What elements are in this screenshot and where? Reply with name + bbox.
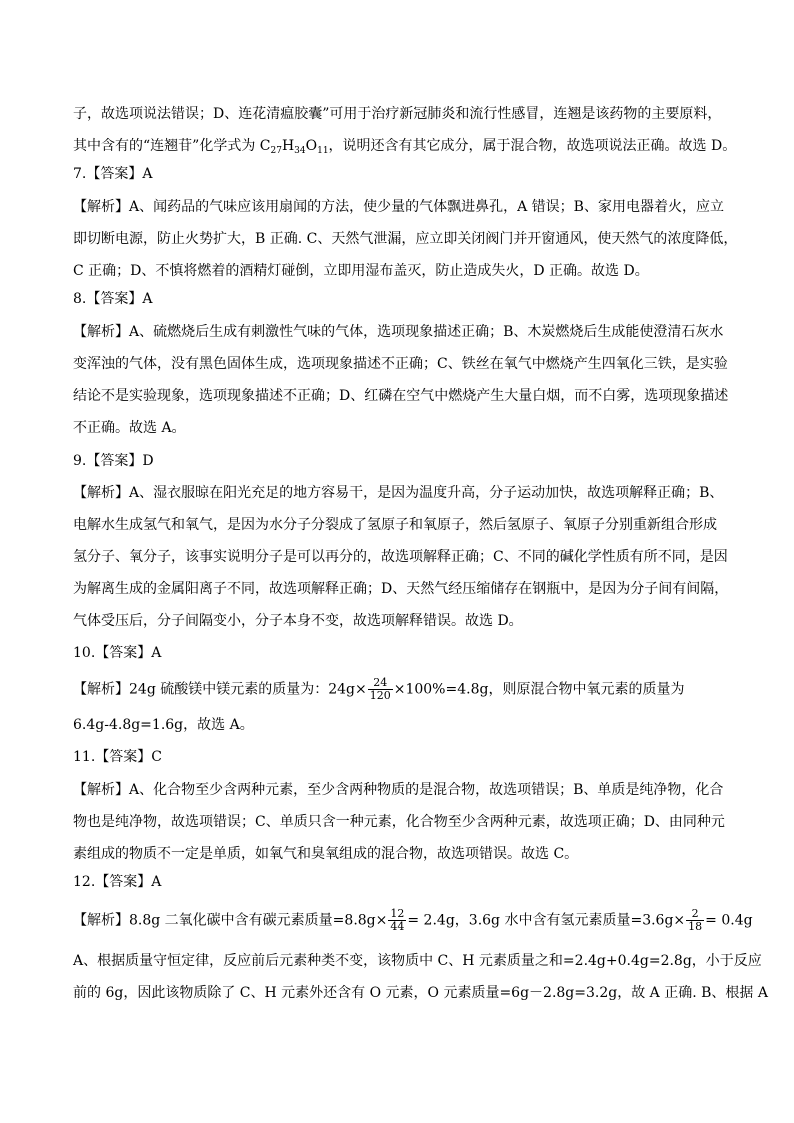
answer-heading: 7.【答案】A: [73, 166, 153, 182]
text-line: 氢分子、氧分子，该事实说明分子是可以再分的，故选项解释正确；C、不同的碱化学性质有所不同，是因: [73, 549, 728, 565]
text-line: 不正确。故选 A。: [73, 420, 186, 436]
text-line: 素组成的物质不一定是单质，如氧气和臭氧组成的混合物，故选项错误。故选 C。: [73, 846, 579, 862]
text-line: C 正确；D、不慎将燃着的酒精灯碰倒，立即用湿布盖灭，防止造成失火，D 正确。故选 D。: [73, 263, 649, 279]
answer-heading: 10.【答案】A: [73, 645, 162, 661]
denominator: 18: [688, 920, 703, 933]
denominator: 120: [369, 689, 391, 702]
text-line: 【解析】A、硫燃烧后生成有刺激性气味的气体，选项现象描述正确；B、木炭燃烧后生成能使澄清石灰水: [73, 324, 724, 340]
text-segment: 【解析】8.8g 二氧化碳中含有碳元素质量=8.8g×: [73, 912, 388, 929]
text-segment: O: [305, 138, 318, 154]
text-line: 子，故选项说法错误；D、连花清瘟胶囊”可用于治疗新冠肺炎和流行性感冒，连翘是该药物的主要原料，: [73, 106, 722, 122]
text-line: 【解析】A、湿衣服晾在阳光充足的地方容易干，是因为温度升高，分子运动加快，故选项解释正确；B、: [73, 485, 724, 501]
text-segment: ，说明还含有其它成分，属于混合物，故选项说法正确。故选 D。: [328, 138, 737, 154]
text-line: A、根据质量守恒定律，反应前后元素种类不变，该物质中 C、H 元素质量之和=2.4g+0.4g=2.8g，小于反应: [73, 953, 762, 969]
numerator: 2: [686, 908, 704, 921]
text-line: 结论不是实验现象，选项现象描述不正确；D、红磷在空气中燃烧产生大量白烟，而不白雾，选项现象描述: [73, 388, 729, 404]
text-line: 电解水生成氢气和氧气，是因为水分子分裂成了氢原子和氧原子，然后氢原子、氧原子分别重新组合形成: [73, 517, 717, 533]
fraction: [388, 908, 406, 933]
numerator: 24: [368, 677, 393, 690]
subscript: 34: [294, 146, 306, 156]
text-segment: 【解析】24g 硫酸镁中镁元素的质量为：24g×: [73, 681, 367, 698]
answer-heading: 8.【答案】A: [73, 291, 153, 307]
text-line: 变浑浊的气体，没有黑色固体生成，选项现象描述不正确；C、铁丝在氧气中燃烧产生四氧化三铁，是实验: [73, 356, 728, 372]
text-line: 【解析】A、闻药品的气味应该用扇闻的方法，使少量的气体飘进鼻孔，A 错误；B、家用电器着火，应立: [73, 199, 724, 215]
text-line-fraction: [73, 677, 684, 702]
denominator: 44: [390, 920, 405, 933]
text-segment: H: [281, 138, 295, 154]
text-segment: = 2.4g，3.6g 水中含有氢元素质量=3.6g×: [407, 912, 686, 929]
text-line: 6.4g-4.8g=1.6g，故选 A。: [73, 717, 254, 733]
text-segment: ×100%=4.8g，则原混合物中氧元素的质量为: [393, 681, 685, 698]
text-line: 前的 6g，因此该物质除了 C、H 元素外还含有 O 元素，O 元素质量=6g－2.8g=3.2g，故 A 正确. B、根据 A: [73, 985, 768, 1001]
text-segment: 其中含有的“连翘苷”化学式为 C: [73, 138, 271, 154]
subscript: 11: [317, 146, 329, 156]
text-line: 物也是纯净物，故选项错误；C、单质只含一种元素，化合物至少含两种元素，故选项正确；D、由同种元: [73, 814, 725, 830]
fraction: [686, 908, 704, 933]
answer-heading: 9.【答案】D: [73, 453, 154, 469]
answer-heading: 11.【答案】C: [73, 749, 162, 765]
text-line: 即切断电源，防止火势扩大，B 正确. C、天然气泄漏，应立即关闭阀门并开窗通风，使天然气的浓度降低，: [73, 231, 738, 247]
text-line-formula: [73, 136, 736, 161]
text-line: 【解析】A、化合物至少含两种元素，至少含两种物质的是混合物，故选项错误；B、单质是纯净物，化合: [73, 782, 724, 798]
numerator: 12: [390, 907, 405, 920]
text-line: 气体受压后，分子间隔变小，分子本身不变，故选项解释错误。故选 D。: [73, 613, 523, 629]
subscript: 27: [270, 146, 282, 156]
text-line: 为解离生成的金属阳离子不同，故选项解释正确；D、天然气经压缩储存在钢瓶中，是因为分子间有间隔，: [73, 581, 729, 597]
fraction: [368, 677, 393, 702]
text-segment: = 0.4g: [705, 912, 753, 929]
answer-heading: 12.【答案】A: [73, 874, 162, 890]
text-line-fraction: [73, 908, 753, 933]
